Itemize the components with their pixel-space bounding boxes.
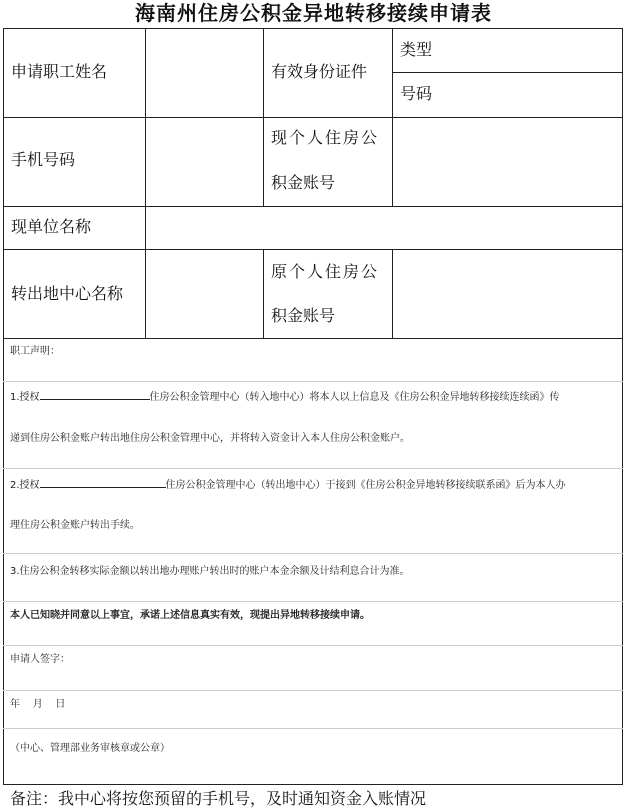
id-document-label: 有效身份证件 (271, 62, 368, 81)
declaration-confirmation: 本人已知晓并同意以上事宜，承诺上述信息真实有效，现提出异地转移接续申请。 (10, 610, 370, 621)
item1-text: 住房公积金管理中心（转入地中心）将本人以上信息及《住房公积金异地转移接续连续函》传 (149, 392, 560, 403)
declaration-item-2-cont: 理住房公积金账户转出手续。 (10, 520, 140, 531)
row-divider (3, 728, 623, 729)
col-divider (263, 28, 264, 206)
id-number-label: 号码 (400, 84, 433, 103)
declaration-item-1-cont: 递到住房公积金账户转出地住房公积金管理中心，并将转入资金计入本人住房公积金账户。 (10, 433, 410, 444)
row-divider (3, 601, 623, 602)
form-title: 海南州住房公积金异地转移接续申请表 (135, 1, 492, 25)
row-divider (392, 72, 623, 73)
row-divider (3, 206, 623, 207)
col-divider (392, 28, 393, 206)
authorized-center-blank (40, 389, 150, 400)
current-account-label: 现个人住房公 (271, 128, 380, 147)
seal-label: （中心、管理部业务审核章或公章） (10, 743, 170, 754)
signature-label: 申请人签字： (10, 654, 70, 665)
row-divider (3, 338, 623, 339)
phone-label: 手机号码 (11, 150, 76, 169)
row-divider (3, 784, 623, 785)
row-divider (3, 249, 623, 250)
row-divider (3, 553, 623, 554)
footer-note: 备注：我中心将按您预留的手机号，及时通知资金入账情况 (10, 789, 427, 808)
declaration-item-2 (10, 477, 566, 493)
item2-text: 住房公积金管理中心（转出地中心）于接到《住房公积金异地转移接续联系函》后为本人办 (165, 480, 566, 491)
current-employer-label: 现单位名称 (11, 217, 92, 236)
col-divider (145, 28, 146, 338)
transfer-center-label: 转出地中心名称 (11, 284, 124, 303)
row-divider (3, 690, 623, 691)
declaration-item-3: 3.住房公积金转移实际金额以转出地办理账户转出时的账户本金余额及计结利息合计为准。 (10, 566, 410, 577)
col-divider (263, 249, 264, 338)
date-label: 年 月 日 (10, 699, 66, 710)
id-type-label: 类型 (400, 40, 433, 59)
current-account-label-cont: 积金账号 (271, 173, 336, 192)
item2-prefix: 2.授权 (10, 480, 40, 491)
authorized-center-blank (40, 477, 166, 488)
item1-prefix: 1.授权 (10, 392, 40, 403)
original-account-label-cont: 积金账号 (271, 306, 336, 325)
declaration-item-1 (10, 389, 560, 405)
declaration-heading: 职工声明： (10, 346, 60, 357)
original-account-label: 原个人住房公 (271, 262, 380, 281)
row-divider (3, 468, 623, 469)
row-divider (3, 381, 623, 382)
row-divider (3, 117, 623, 118)
col-divider (392, 249, 393, 338)
row-divider (3, 645, 623, 646)
applicant-name-label: 申请职工姓名 (11, 62, 108, 81)
